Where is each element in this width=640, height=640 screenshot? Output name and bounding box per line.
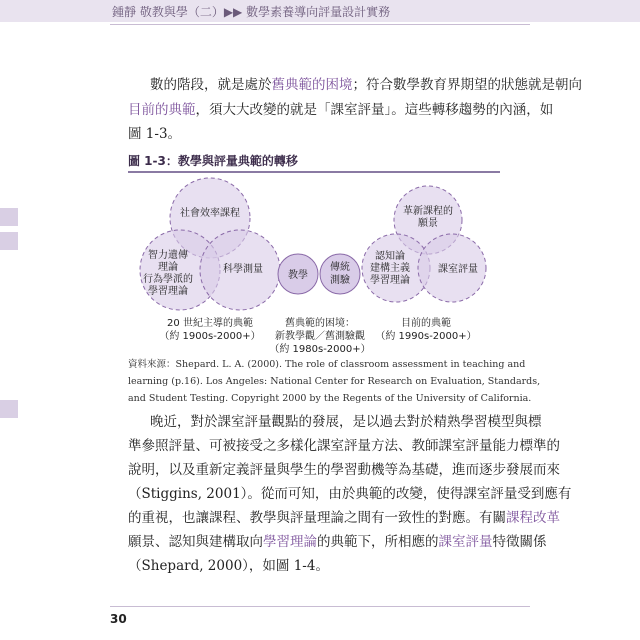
circle-test	[320, 254, 360, 294]
paragraph-line: 數的階段，就是處於舊典範的困境；符合數學教育界期望的狀態就是朝向	[150, 77, 582, 93]
source-line: 資料來源：Shepard. L. A. (2000). The role of classroom assessment in teaching and	[128, 359, 526, 370]
label-test2: 測驗	[330, 275, 350, 286]
page-number: 30	[110, 612, 127, 626]
label-test1: 傳統	[330, 262, 350, 273]
paragraph-line: 願景、認知與建構取向學習理論的典範下，所相應的課室評量特徵關係	[128, 534, 547, 550]
highlight-term: 學習理論	[263, 534, 317, 550]
caption-current-years: （約 1990s-2000+）	[375, 331, 477, 342]
paragraph-line: （Stiggins, 2001）。從而可知，由於典範的改變，使得課室評量受到應有	[128, 486, 572, 502]
label-reform1: 革新課程的	[403, 206, 453, 217]
label-social: 社會效率課程	[180, 208, 240, 219]
caption-current: 目前的典範	[401, 318, 451, 329]
label-reform2: 願景	[418, 218, 438, 229]
figure-title: 圖 1-3：教學與評量典範的轉移	[128, 154, 298, 168]
label-sci: 科學測量	[223, 264, 263, 275]
caption-old-years: （約 1980s-2000+）	[269, 344, 371, 355]
label-class: 課室評量	[438, 264, 478, 275]
highlight-term: 課程改革	[506, 510, 560, 526]
paragraph-line: 晚近，對於課室評量觀點的發展，是以過去對於精熟學習模型與標	[150, 414, 542, 430]
caption-20c-years: （約 1900s-2000+）	[159, 331, 261, 342]
label-cog3: 學習理論	[370, 275, 410, 286]
label-cog1: 認知論	[375, 251, 405, 262]
label-teach: 教學	[288, 270, 308, 281]
label-behav1: 行為學派的	[143, 274, 193, 285]
highlight-term: 課室評量	[438, 534, 493, 550]
paragraph-line: 的重視，也讓課程、教學與評量理論之間有一致性的對應。有關課程改革	[128, 510, 560, 526]
highlight-term: 舊典範的困境	[271, 77, 353, 93]
label-behav2: 學習理論	[148, 286, 188, 297]
source-line: learning (p.16). Los Angeles: National Center for Research on Evaluation, Standards,	[128, 376, 541, 387]
paragraph-line: 說明，以及重新定義評量與學生的學習動機等為基礎，進而逐步發展而來	[128, 462, 560, 478]
paragraph-line: 目前的典範，須大大改變的就是「課室評量」。這些轉移趨勢的內涵，如	[128, 102, 554, 118]
highlight-term: 目前的典範	[128, 102, 196, 118]
source-line: and Student Testing. Copyright 2000 by the Regents of the University of California.	[128, 393, 532, 404]
label-hered2: 理論	[158, 262, 178, 273]
label-cog2: 建構主義	[370, 263, 410, 274]
paragraph-line: （Shepard, 2000），如圖 1-4。	[128, 558, 329, 574]
paragraph-line: 圖 1-3。	[128, 126, 182, 142]
paragraph-line: 準參照評量、可被接受之多樣化課室評量方法、教師課室評量能力標準的	[128, 438, 560, 454]
running-header: 鍾靜 敬教與學（二）▶▶ 數學素養導向評量設計實務	[112, 5, 391, 19]
caption-old: 舊典範的困境：	[285, 318, 355, 329]
label-hered1: 智力遺傳	[148, 250, 188, 261]
caption-20c: 20 世紀主導的典範	[167, 318, 253, 329]
caption-old-desc: 新教學觀／舊測驗觀	[275, 331, 365, 342]
footer-rule	[110, 606, 530, 607]
